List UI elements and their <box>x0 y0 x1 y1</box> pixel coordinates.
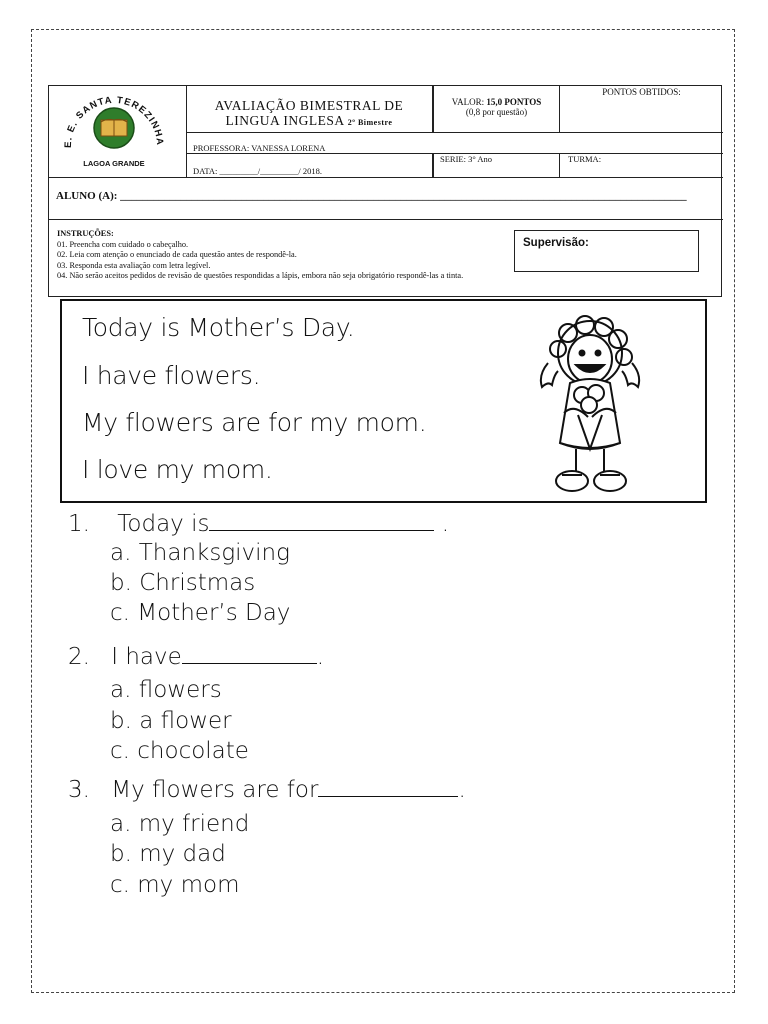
data-field[interactable]: DATA: _________/_________/ 2018. <box>186 153 433 178</box>
option-letter: b. <box>110 708 132 734</box>
option-2c[interactable] <box>110 738 249 764</box>
option-letter: c. <box>110 738 130 764</box>
story-line: Today is Mother’s Day. <box>82 313 355 342</box>
aluno-field[interactable]: ALUNO (A): _______________________________________________________________________________________________________ <box>49 177 723 220</box>
option-1b[interactable] <box>110 570 255 596</box>
instruction-item: 01. Preencha com cuidado o cabeçalho. <box>57 239 189 249</box>
option-text: chocolate <box>137 738 249 764</box>
pontos-cell <box>559 86 723 133</box>
option-3c[interactable] <box>110 872 240 898</box>
answer-blank[interactable] <box>209 510 434 531</box>
story-box <box>60 299 707 503</box>
option-letter: a. <box>110 677 132 703</box>
answer-blank[interactable] <box>182 643 317 664</box>
option-text: my mom <box>137 872 240 898</box>
valor-label: VALOR: <box>451 97 487 107</box>
option-1c[interactable] <box>110 600 290 626</box>
question-number: 3. <box>68 777 90 803</box>
option-text: a flower <box>139 708 232 734</box>
option-2a[interactable] <box>110 677 222 703</box>
option-text: Christmas <box>139 570 256 596</box>
option-text: my friend <box>138 811 250 837</box>
story-line: I love my mom. <box>82 455 273 484</box>
question-prefix: Today is <box>117 511 210 537</box>
school-logo <box>49 86 187 178</box>
instructions-title: INSTRUÇÕES: <box>57 229 114 238</box>
question-3 <box>68 776 466 803</box>
option-3b[interactable] <box>110 841 226 867</box>
option-letter: c. <box>110 872 130 898</box>
serie-field: SERIE: 3° Ano <box>433 153 560 178</box>
svg-text:E. E. SANTA TEREZINHA: E. E. SANTA TEREZINHA <box>62 94 166 149</box>
question-suffix: . <box>434 511 450 537</box>
turma-field[interactable]: TURMA: <box>559 153 723 178</box>
option-letter: a. <box>110 811 132 837</box>
exam-title: AVALIAÇÃO BIMESTRAL DE <box>214 98 404 113</box>
school-city: LAGOA GRANDE <box>83 159 145 168</box>
option-letter: a. <box>110 540 132 566</box>
option-1a[interactable] <box>110 540 290 566</box>
exam-header <box>48 85 722 297</box>
school-seal-icon <box>49 86 186 178</box>
option-text: flowers <box>138 677 222 703</box>
option-2b[interactable] <box>110 708 232 734</box>
question-suffix: . <box>458 777 466 803</box>
story-line: I have flowers. <box>82 361 261 390</box>
supervisao-box: Supervisão: <box>514 230 699 272</box>
question-number: 1. <box>68 511 90 537</box>
question-2 <box>68 643 324 670</box>
option-text: my dad <box>139 841 226 867</box>
story-line: My flowers are for my mom. <box>82 408 427 437</box>
valor-cell <box>433 86 560 133</box>
question-prefix: I have <box>111 644 182 670</box>
option-text: Thanksgiving <box>138 540 290 566</box>
answer-blank[interactable] <box>318 776 458 797</box>
bimester-label: 2º Bimestre <box>347 118 393 127</box>
instruction-item: 04. Não serão aceitos pedidos de revisão de questões respondidas a lápis, embora não seja obrigatório respondê-las a tinta. <box>57 271 464 280</box>
pontos-label: PONTOS OBTIDOS: <box>602 87 681 97</box>
valor-note: (0,8 por questão) <box>465 107 528 117</box>
instruction-item: 02. Leia com atenção o enunciado de cada questão antes de respondê-la. <box>57 250 297 259</box>
question-prefix: My flowers are for <box>111 777 319 803</box>
option-letter: b. <box>110 841 132 867</box>
question-number: 2. <box>68 644 90 670</box>
instruction-item: 03. Responda esta avaliação com letra legível. <box>57 260 211 270</box>
option-letter: c. <box>110 600 130 626</box>
exam-subject: LINGUA INGLESA <box>225 113 344 128</box>
option-3a[interactable] <box>110 811 249 837</box>
professora-field: PROFESSORA: VANESSA LORENA <box>186 132 723 154</box>
girl-with-flowers-icon <box>530 315 650 497</box>
question-1 <box>68 510 449 537</box>
instructions-block <box>57 229 463 282</box>
question-suffix: . <box>316 644 325 670</box>
option-text: Mother’s Day <box>137 600 291 626</box>
valor-value: 15,0 PONTOS <box>486 97 542 107</box>
title-cell <box>186 86 433 133</box>
option-letter: b. <box>110 570 132 596</box>
